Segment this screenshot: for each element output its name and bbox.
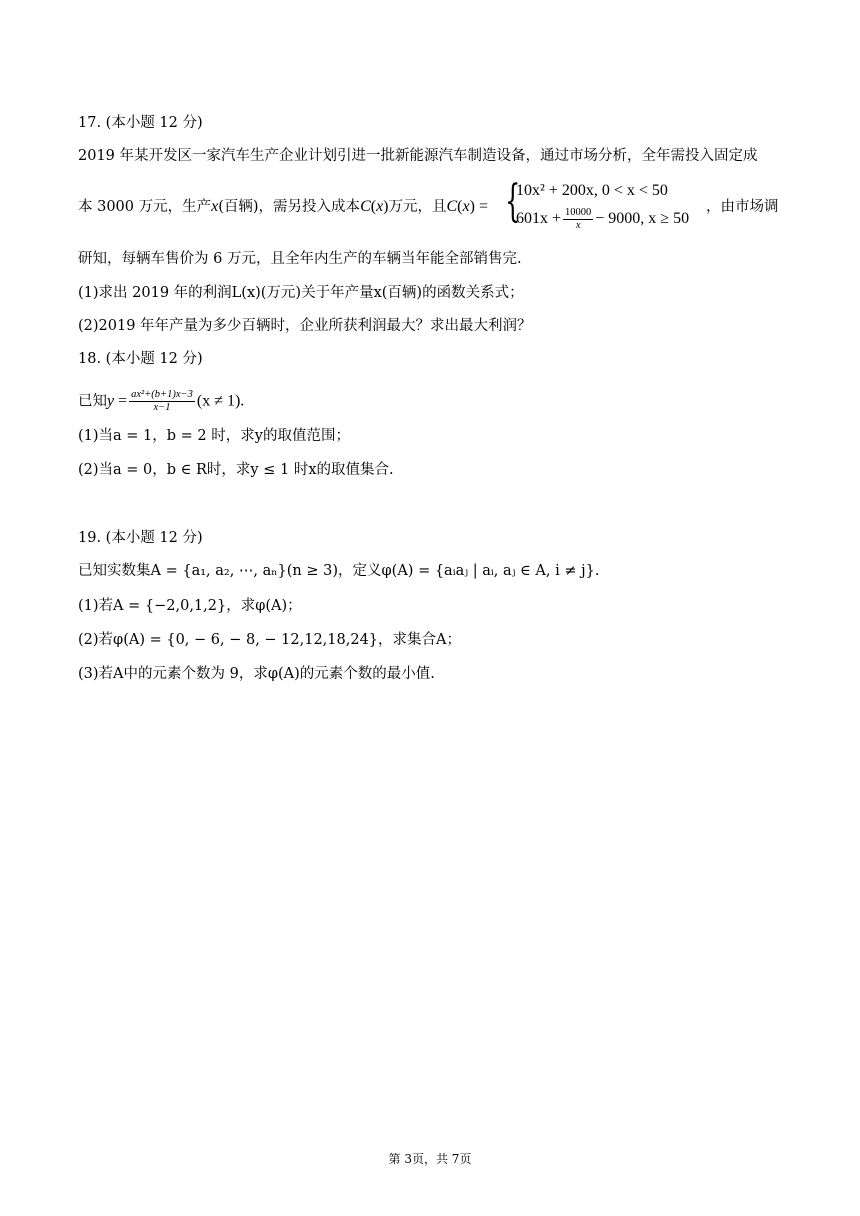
q19-sub-1: (1)若A = {−2,0,1,2}，求φ(A)； [78,598,302,614]
q18-sub-1: (1)当a = 1，b = 2 时，求y的取值范围； [78,428,350,444]
q17-paragraph-3: 研知，每辆车售价为 6 万元，且全年内生产的车辆当年能全部销售完. [78,251,522,267]
q18-fraction: $\frac{\text{ax²+(b+1)x−3}}{x-1}$ [131,389,193,413]
q17-heading: 17. (本小题 12 分) [78,115,203,131]
q18-sub-2: (2)当a = 0，b ∈ R时，求y ≤ 1 时x的取值集合. [78,462,394,478]
q19-sub-2: (2)若φ(A) = {0, − 6, − 8, − 12,12,18,24}，求集合A； [78,632,462,648]
q19-sub-3: (3)若A中的元素个数为 9，求φ(A)的元素个数的最小值. [78,666,435,682]
q18-heading: 18. (本小题 12 分) [78,351,203,367]
q19-heading: 19. (本小题 12 分) [78,530,203,546]
piecewise-brace: { [505,176,521,227]
q17-paragraph-1: 2019 年某开发区一家汽车生产企业计划引进一批新能源汽车制造设备，通过市场分析，全年需投入固定成 [78,148,758,164]
q17-sub-1: (1)求出 2019 年的利润L(x)(万元)关于年产量x(百辆)的函数关系式； [78,285,524,301]
q17-p2b: (百辆)，需另投入成本 [218,199,361,215]
q17-p2a: 本 3000 万元，生产 [78,199,212,215]
q17-p2c: 万元，且 [388,199,447,215]
piecewise-case-2: 601x + $\frac{10000}{x}$ − 9000, x ≥ 50 [516,207,690,231]
cost-fn: C [360,198,371,215]
fraction-10000-over-x: $\frac{10000}{x}$ [565,207,592,231]
piecewise-case-1: 10x² + 200x, 0 < x < 50 [516,182,668,199]
q17-p2d: ，由市场调 [706,199,779,215]
page-footer: 第 3页，共 7页 [388,1152,472,1166]
q18-intro: 已知y = $\frac{\text{ax²+(b+1)x−3}}{x-1}$ (x ≠ 1). [78,389,245,413]
q17-paragraph-2: 本 3000 万元，生产x(百辆)，需另投入成本C(x)万元，且C(x) = [78,198,488,215]
q19-intro: 已知实数集A = {a₁, a₂, ⋯, aₙ}(n ≥ 3)，定义φ(A) = {aᵢaⱼ | aᵢ, aⱼ ∈ A, i ≠ j}. [78,563,600,579]
q17-sub-2: (2)2019 年年产量为多少百辆时，企业所获利润最大？求出最大利润？ [78,318,532,334]
var-x: x [211,198,219,215]
